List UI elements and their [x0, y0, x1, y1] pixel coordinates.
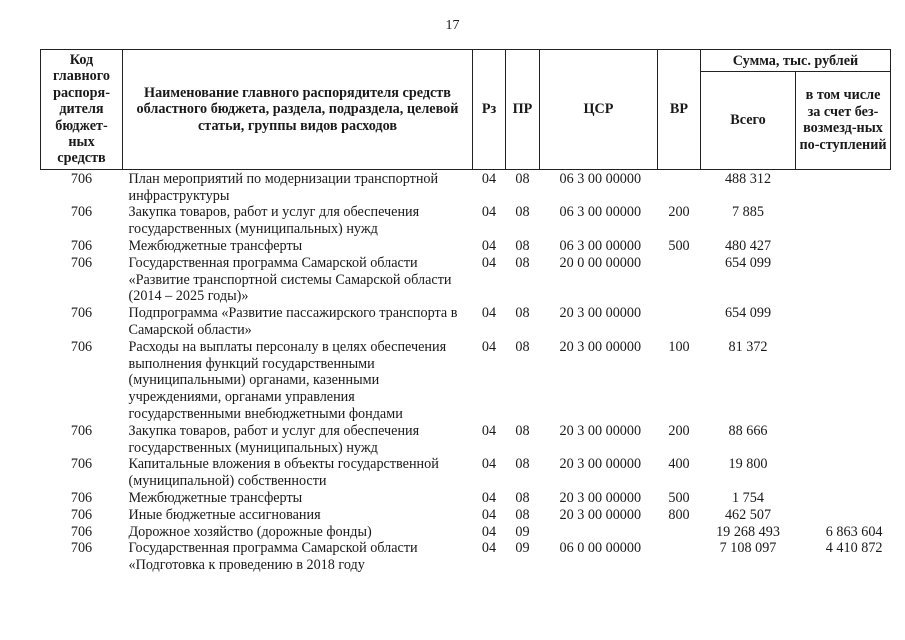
row-rz: 04	[481, 254, 497, 271]
row-rz: 04	[481, 489, 497, 506]
row-vr	[658, 169, 701, 204]
row-total: 480 427	[724, 238, 772, 255]
row-csr: 20 3 00 00000	[559, 456, 642, 473]
row-csr: 20 0 00 00000	[559, 254, 642, 271]
row-incl: 6 863 604	[825, 523, 883, 540]
row-csr: 20 3 00 00000	[559, 506, 642, 523]
row-csr: 06 3 00 00000	[559, 238, 642, 255]
row-kod: 706	[70, 254, 93, 271]
row-name: Иные бюджетные ассигнования	[128, 506, 321, 523]
header-vr: ВР	[658, 50, 701, 170]
row-vr: 100	[668, 338, 690, 355]
row-total: 1 754	[732, 489, 764, 506]
row-total: 462 507	[724, 506, 772, 523]
row-name: Межбюджетные трансферты	[128, 489, 303, 506]
row-incl	[796, 204, 891, 238]
row-rz: 04	[481, 422, 497, 439]
row-name: Капитальные вложения в объекты государственной (муниципальной) собственности	[128, 456, 439, 490]
row-name: Дорожное хозяйство (дорожные фонды)	[128, 523, 372, 540]
row-kod: 706	[70, 170, 93, 187]
row-rz: 04	[481, 238, 497, 255]
row-incl: 4 410 872	[825, 540, 883, 557]
row-incl	[796, 490, 891, 507]
table-row	[41, 339, 891, 423]
row-name: Расходы на выплаты персоналу в целях обеспечения выполнения функций государственными (муниципальными) органами, казенными учреждениями, органами управления государственными внебюджетными фондами	[128, 338, 447, 422]
table-row	[41, 507, 891, 524]
row-incl	[796, 169, 891, 204]
row-vr	[658, 540, 701, 574]
row-kod: 706	[70, 338, 93, 355]
row-vr	[658, 305, 701, 339]
row-kod: 706	[70, 422, 93, 439]
row-incl	[796, 238, 891, 255]
row-pr: 08	[515, 506, 530, 523]
row-total: 19 268 493	[716, 523, 780, 540]
table-row	[41, 238, 891, 255]
row-vr: 200	[668, 204, 690, 221]
row-vr	[658, 524, 701, 541]
header-total: Всего	[701, 71, 796, 169]
row-total: 7 108 097	[719, 540, 777, 557]
row-csr: 20 3 00 00000	[559, 305, 642, 322]
row-name: Государственная программа Самарской области «Развитие транспортной системы Самарской области (2014 – 2025 годы)»	[128, 254, 452, 305]
row-total: 654 099	[724, 254, 772, 271]
row-total: 19 800	[728, 456, 768, 473]
row-kod: 706	[70, 489, 93, 506]
row-vr: 500	[668, 238, 690, 255]
row-csr: 06 0 00 00000	[559, 540, 642, 557]
row-rz: 04	[481, 204, 497, 221]
row-incl	[796, 423, 891, 457]
header-csr: ЦСР	[540, 50, 658, 170]
budget-table	[40, 49, 891, 574]
row-rz: 04	[481, 523, 497, 540]
row-vr: 400	[668, 456, 690, 473]
row-csr	[540, 524, 658, 541]
row-pr: 08	[515, 456, 530, 473]
row-vr	[658, 255, 701, 305]
table-body	[41, 169, 891, 574]
table-row	[41, 305, 891, 339]
row-pr: 08	[515, 338, 530, 355]
row-rz: 04	[481, 506, 497, 523]
row-kod: 706	[70, 238, 93, 255]
header-kod: Код главного распоря-дителя бюджет-ных средств	[41, 50, 123, 170]
row-total: 81 372	[728, 338, 768, 355]
row-total: 488 312	[724, 170, 772, 187]
row-pr: 08	[515, 170, 530, 187]
row-csr: 20 3 00 00000	[559, 489, 642, 506]
row-csr: 20 3 00 00000	[559, 338, 642, 355]
row-name: Закупка товаров, работ и услуг для обеспечения государственных (муниципальных) нужд	[128, 204, 420, 238]
header-name: Наименование главного распорядителя средств областного бюджета, раздела, подраздела, целевой статьи, группы видов расходов	[123, 50, 473, 170]
table-row	[41, 540, 891, 574]
row-pr: 08	[515, 238, 530, 255]
header-incl: в том числе за счет без-возмезд-ных по-ступлений	[796, 71, 891, 169]
row-pr: 08	[515, 305, 530, 322]
row-incl	[796, 305, 891, 339]
row-pr: 08	[515, 422, 530, 439]
table-row	[41, 169, 891, 204]
row-csr: 06 3 00 00000	[559, 204, 642, 221]
row-name: Подпрограмма «Развитие пассажирского транспорта в Самарской области»	[128, 305, 458, 339]
row-kod: 706	[70, 506, 93, 523]
row-vr: 800	[668, 506, 690, 523]
row-kod: 706	[70, 540, 93, 557]
row-pr: 09	[515, 540, 530, 557]
header-sum: Сумма, тыс. рублей	[701, 50, 891, 72]
table-row	[41, 423, 891, 457]
row-incl	[796, 507, 891, 524]
row-kod: 706	[70, 305, 93, 322]
row-vr: 200	[668, 422, 690, 439]
row-name: Государственная программа Самарской области «Подготовка к проведению в 2018 году	[128, 540, 418, 574]
row-pr: 08	[515, 254, 530, 271]
row-rz: 04	[481, 338, 497, 355]
table-row	[41, 490, 891, 507]
row-rz: 04	[481, 540, 497, 557]
row-pr: 08	[515, 204, 530, 221]
table-row	[41, 524, 891, 541]
row-rz: 04	[481, 456, 497, 473]
row-total: 7 885	[732, 204, 764, 221]
row-name: Закупка товаров, работ и услуг для обеспечения государственных (муниципальных) нужд	[128, 422, 420, 456]
table-row	[41, 204, 891, 238]
row-incl	[796, 339, 891, 423]
row-vr: 500	[668, 489, 690, 506]
row-pr: 09	[515, 523, 530, 540]
header-pr: ПР	[506, 50, 540, 170]
row-total: 88 666	[728, 422, 768, 439]
row-name: План мероприятий по модернизации транспортной инфраструктуры	[128, 170, 439, 204]
row-kod: 706	[70, 204, 93, 221]
header-rz: Рз	[473, 50, 506, 170]
row-name: Межбюджетные трансферты	[128, 238, 303, 255]
page-number: 17	[445, 18, 460, 33]
table-row	[41, 456, 891, 490]
row-csr: 06 3 00 00000	[559, 170, 642, 187]
table-row	[41, 255, 891, 305]
row-incl	[796, 255, 891, 305]
row-incl	[796, 456, 891, 490]
row-rz: 04	[481, 305, 497, 322]
row-pr: 08	[515, 489, 530, 506]
row-csr: 20 3 00 00000	[559, 422, 642, 439]
row-kod: 706	[70, 523, 93, 540]
row-kod: 706	[70, 456, 93, 473]
row-rz: 04	[481, 170, 497, 187]
table-header	[41, 50, 891, 170]
row-total: 654 099	[724, 305, 772, 322]
